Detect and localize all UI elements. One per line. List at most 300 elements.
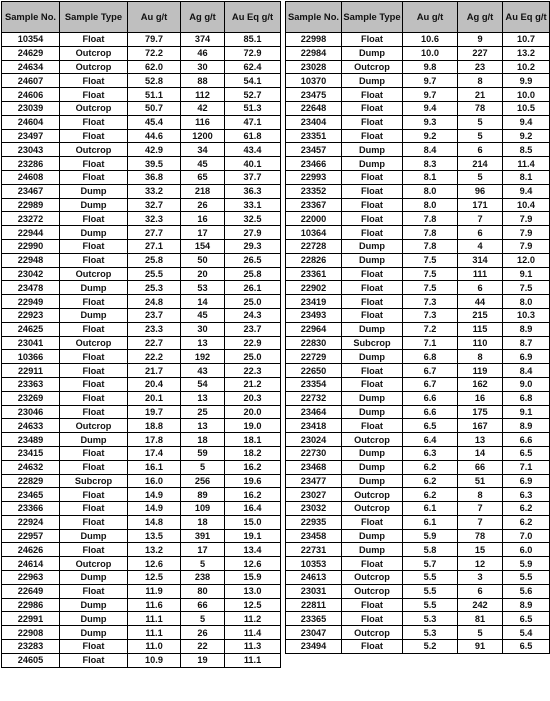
au-eq-cell: 8.9 (503, 419, 550, 433)
au-eq-cell: 6.5 (503, 446, 550, 460)
au-cell: 16.0 (128, 474, 181, 488)
au-cell: 6.3 (403, 446, 458, 460)
sample-type-cell: Dump (342, 157, 403, 171)
au-cell: 18.8 (128, 419, 181, 433)
sample-no-cell: 22732 (286, 391, 342, 405)
ag-cell: 9 (458, 33, 503, 47)
au-cell: 6.4 (403, 433, 458, 447)
table-row (2, 391, 281, 405)
sample-type-cell: Float (342, 101, 403, 115)
au-eq-cell: 10.7 (503, 33, 550, 47)
ag-cell: 7 (458, 502, 503, 516)
table-row (2, 198, 281, 212)
sample-type-cell: Dump (342, 253, 403, 267)
sample-no-cell: 24625 (2, 322, 60, 336)
ag-cell: 20 (181, 267, 225, 281)
ag-cell: 44 (458, 295, 503, 309)
sample-no-cell: 22000 (286, 212, 342, 226)
assay-table-left (1, 1, 281, 668)
table-row (286, 502, 550, 516)
sample-no-cell: 24614 (2, 557, 60, 571)
ag-cell: 26 (181, 198, 225, 212)
au-cell: 14.9 (128, 488, 181, 502)
sample-no-cell: 23419 (286, 295, 342, 309)
au-eq-cell: 9.4 (503, 115, 550, 129)
au-eq-cell: 18.2 (225, 446, 281, 460)
sample-no-cell: 22923 (2, 308, 60, 322)
au-cell: 9.7 (403, 88, 458, 102)
au-cell: 79.7 (128, 33, 181, 47)
table-row (286, 377, 550, 391)
au-eq-cell: 9.4 (503, 184, 550, 198)
table-row (286, 184, 550, 198)
sample-type-cell: Dump (342, 239, 403, 253)
au-cell: 39.5 (128, 157, 181, 171)
sample-type-cell: Outcrop (342, 60, 403, 74)
sample-no-cell: 10366 (2, 350, 60, 364)
table-row (286, 391, 550, 405)
table-row (286, 405, 550, 419)
ag-cell: 45 (181, 308, 225, 322)
sample-no-cell: 23466 (286, 157, 342, 171)
au-eq-cell: 8.4 (503, 364, 550, 378)
ag-cell: 16 (458, 391, 503, 405)
au-cell: 6.2 (403, 488, 458, 502)
header-sample-no: Sample No. (286, 2, 342, 33)
sample-no-cell: 24607 (2, 74, 60, 88)
au-eq-cell: 29.3 (225, 239, 281, 253)
table-row (286, 33, 550, 47)
table-row (2, 33, 281, 47)
ag-cell: 214 (458, 157, 503, 171)
ag-cell: 5 (458, 626, 503, 640)
table-row (2, 474, 281, 488)
sample-type-cell: Float (342, 88, 403, 102)
sample-no-cell: 24634 (2, 60, 60, 74)
au-eq-cell: 19.0 (225, 419, 281, 433)
au-cell: 11.1 (128, 612, 181, 626)
ag-cell: 391 (181, 529, 225, 543)
sample-type-cell: Dump (60, 626, 128, 640)
au-cell: 12.6 (128, 557, 181, 571)
au-eq-cell: 9.2 (503, 129, 550, 143)
table-row (2, 433, 281, 447)
au-eq-cell: 23.7 (225, 322, 281, 336)
sample-type-cell: Float (60, 391, 128, 405)
ag-cell: 30 (181, 322, 225, 336)
ag-cell: 8 (458, 350, 503, 364)
table-row (286, 336, 550, 350)
ag-cell: 30 (181, 60, 225, 74)
table-row (286, 598, 550, 612)
sample-no-cell: 23457 (286, 143, 342, 157)
table-row (2, 239, 281, 253)
table-row (2, 488, 281, 502)
ag-cell: 19 (181, 653, 225, 667)
sample-no-cell: 22650 (286, 364, 342, 378)
au-cell: 12.5 (128, 571, 181, 585)
sample-no-cell: 23418 (286, 419, 342, 433)
au-eq-cell: 20.0 (225, 405, 281, 419)
au-cell: 25.5 (128, 267, 181, 281)
sample-no-cell: 23497 (2, 129, 60, 143)
table-row (2, 543, 281, 557)
au-cell: 8.0 (403, 184, 458, 198)
au-cell: 14.9 (128, 502, 181, 516)
au-eq-cell: 6.6 (503, 433, 550, 447)
sample-no-cell: 22984 (286, 46, 342, 60)
au-cell: 62.0 (128, 60, 181, 74)
sample-type-cell: Float (342, 212, 403, 226)
au-eq-cell: 22.3 (225, 364, 281, 378)
au-eq-cell: 9.1 (503, 267, 550, 281)
sample-type-cell: Float (342, 226, 403, 240)
ag-cell: 115 (458, 322, 503, 336)
table-row (286, 239, 550, 253)
au-eq-cell: 10.0 (503, 88, 550, 102)
au-eq-cell: 33.1 (225, 198, 281, 212)
au-eq-cell: 27.9 (225, 226, 281, 240)
sample-no-cell: 22986 (2, 598, 60, 612)
au-cell: 6.6 (403, 391, 458, 405)
ag-cell: 111 (458, 267, 503, 281)
au-cell: 5.5 (403, 584, 458, 598)
ag-cell: 25 (181, 405, 225, 419)
au-cell: 17.8 (128, 433, 181, 447)
ag-cell: 17 (181, 543, 225, 557)
table-row (286, 170, 550, 184)
au-eq-cell: 6.0 (503, 543, 550, 557)
sample-no-cell: 23464 (286, 405, 342, 419)
sample-type-cell: Dump (342, 543, 403, 557)
au-cell: 11.9 (128, 584, 181, 598)
table-row (2, 446, 281, 460)
ag-cell: 4 (458, 239, 503, 253)
au-cell: 6.1 (403, 515, 458, 529)
au-cell: 8.3 (403, 157, 458, 171)
sample-no-cell: 22649 (2, 584, 60, 598)
sample-type-cell: Float (342, 364, 403, 378)
sample-type-cell: Float (60, 446, 128, 460)
au-eq-cell: 43.4 (225, 143, 281, 157)
sample-type-cell: Dump (60, 529, 128, 543)
sample-type-cell: Float (342, 184, 403, 198)
sample-type-cell: Outcrop (342, 502, 403, 516)
table-row (286, 460, 550, 474)
au-cell: 5.2 (403, 640, 458, 654)
au-cell: 45.4 (128, 115, 181, 129)
header-sample-type: Sample Type (342, 2, 403, 33)
sample-type-cell: Float (60, 239, 128, 253)
sample-type-cell: Outcrop (60, 336, 128, 350)
sample-type-cell: Dump (342, 529, 403, 543)
au-cell: 32.3 (128, 212, 181, 226)
sample-no-cell: 22924 (2, 515, 60, 529)
ag-cell: 23 (458, 60, 503, 74)
au-cell: 19.7 (128, 405, 181, 419)
au-cell: 50.7 (128, 101, 181, 115)
ag-cell: 1200 (181, 129, 225, 143)
table-row (286, 529, 550, 543)
ag-cell: 227 (458, 46, 503, 60)
table-row (286, 433, 550, 447)
table-row (2, 267, 281, 281)
table-row (2, 336, 281, 350)
au-eq-cell: 25.0 (225, 295, 281, 309)
ag-cell: 78 (458, 101, 503, 115)
au-cell: 10.6 (403, 33, 458, 47)
sample-no-cell: 23366 (2, 502, 60, 516)
table-row (2, 529, 281, 543)
au-cell: 9.3 (403, 115, 458, 129)
au-eq-cell: 13.0 (225, 584, 281, 598)
table-row (2, 253, 281, 267)
sample-no-cell: 23024 (286, 433, 342, 447)
sample-type-cell: Float (60, 377, 128, 391)
sample-no-cell: 22648 (286, 101, 342, 115)
au-eq-cell: 5.9 (503, 557, 550, 571)
sample-type-cell: Dump (60, 308, 128, 322)
au-eq-cell: 7.5 (503, 281, 550, 295)
au-eq-cell: 6.5 (503, 640, 550, 654)
sample-type-cell: Float (60, 295, 128, 309)
au-eq-cell: 15.0 (225, 515, 281, 529)
sample-type-cell: Float (342, 170, 403, 184)
au-cell: 7.8 (403, 212, 458, 226)
au-eq-cell: 7.9 (503, 212, 550, 226)
au-eq-cell: 15.9 (225, 571, 281, 585)
sample-no-cell: 23468 (286, 460, 342, 474)
table-row (2, 515, 281, 529)
ag-cell: 13 (181, 336, 225, 350)
table-row (286, 74, 550, 88)
au-eq-cell: 26.1 (225, 281, 281, 295)
sample-type-cell: Dump (60, 433, 128, 447)
sample-no-cell: 22944 (2, 226, 60, 240)
ag-cell: 54 (181, 377, 225, 391)
sample-no-cell: 23465 (2, 488, 60, 502)
au-cell: 23.7 (128, 308, 181, 322)
sample-no-cell: 22729 (286, 350, 342, 364)
sample-type-cell: Outcrop (342, 626, 403, 640)
au-cell: 6.1 (403, 502, 458, 516)
ag-cell: 5 (181, 612, 225, 626)
sample-no-cell: 23047 (286, 626, 342, 640)
sample-type-cell: Outcrop (60, 557, 128, 571)
ag-cell: 6 (458, 143, 503, 157)
ag-cell: 34 (181, 143, 225, 157)
ag-cell: 218 (181, 184, 225, 198)
table-row (286, 350, 550, 364)
sample-type-cell: Outcrop (60, 46, 128, 60)
ag-cell: 116 (181, 115, 225, 129)
au-eq-cell: 12.6 (225, 557, 281, 571)
au-eq-cell: 6.9 (503, 474, 550, 488)
ag-cell: 80 (181, 584, 225, 598)
ag-cell: 154 (181, 239, 225, 253)
au-cell: 7.2 (403, 322, 458, 336)
table-row (2, 212, 281, 226)
sample-no-cell: 22990 (2, 239, 60, 253)
au-cell: 6.5 (403, 419, 458, 433)
au-eq-cell: 24.3 (225, 308, 281, 322)
au-eq-cell: 20.3 (225, 391, 281, 405)
sample-no-cell: 23477 (286, 474, 342, 488)
ag-cell: 78 (458, 529, 503, 543)
sample-type-cell: Dump (342, 46, 403, 60)
ag-cell: 59 (181, 446, 225, 460)
au-cell: 23.3 (128, 322, 181, 336)
au-cell: 5.7 (403, 557, 458, 571)
header-sample-type: Sample Type (60, 2, 128, 33)
ag-cell: 66 (458, 460, 503, 474)
ag-cell: 91 (458, 640, 503, 654)
ag-cell: 5 (458, 115, 503, 129)
sample-no-cell: 22826 (286, 253, 342, 267)
sample-no-cell: 23363 (2, 377, 60, 391)
sample-type-cell: Float (60, 584, 128, 598)
au-eq-cell: 11.1 (225, 653, 281, 667)
sample-no-cell: 22829 (2, 474, 60, 488)
sample-type-cell: Float (60, 115, 128, 129)
header-au: Au g/t (128, 2, 181, 33)
sample-type-cell: Outcrop (342, 584, 403, 598)
sample-type-cell: Dump (60, 598, 128, 612)
au-cell: 8.0 (403, 198, 458, 212)
au-cell: 24.8 (128, 295, 181, 309)
sample-type-cell: Float (342, 419, 403, 433)
ag-cell: 81 (458, 612, 503, 626)
sample-type-cell: Subcrop (342, 336, 403, 350)
table-row (2, 626, 281, 640)
sample-type-cell: Dump (342, 405, 403, 419)
sample-no-cell: 22993 (286, 170, 342, 184)
table-row (286, 281, 550, 295)
sample-no-cell: 23478 (2, 281, 60, 295)
sample-type-cell: Float (60, 405, 128, 419)
sample-type-cell: Float (60, 543, 128, 557)
table-row (286, 60, 550, 74)
au-eq-cell: 9.1 (503, 405, 550, 419)
header-sample-no: Sample No. (2, 2, 60, 33)
au-cell: 9.4 (403, 101, 458, 115)
sample-no-cell: 23272 (2, 212, 60, 226)
ag-cell: 242 (458, 598, 503, 612)
table-body-right (286, 33, 550, 654)
ag-cell: 314 (458, 253, 503, 267)
au-cell: 9.7 (403, 74, 458, 88)
header-au-eq: Au Eq g/t (225, 2, 281, 33)
table-row (2, 419, 281, 433)
sample-type-cell: Float (60, 515, 128, 529)
sample-type-cell: Dump (342, 474, 403, 488)
sample-no-cell: 22963 (2, 571, 60, 585)
au-eq-cell: 7.0 (503, 529, 550, 543)
sample-no-cell: 23269 (2, 391, 60, 405)
au-eq-cell: 8.9 (503, 598, 550, 612)
au-cell: 7.8 (403, 226, 458, 240)
au-eq-cell: 19.6 (225, 474, 281, 488)
sample-no-cell: 24605 (2, 653, 60, 667)
au-eq-cell: 7.9 (503, 226, 550, 240)
header-row (2, 2, 281, 33)
sample-no-cell: 24613 (286, 571, 342, 585)
table-row (286, 640, 550, 654)
sample-no-cell: 24604 (2, 115, 60, 129)
ag-cell: 15 (458, 543, 503, 557)
ag-cell: 5 (181, 460, 225, 474)
sample-no-cell: 23042 (2, 267, 60, 281)
sample-type-cell: Float (342, 640, 403, 654)
au-eq-cell: 25.0 (225, 350, 281, 364)
sample-type-cell: Float (60, 502, 128, 516)
ag-cell: 162 (458, 377, 503, 391)
ag-cell: 256 (181, 474, 225, 488)
sample-type-cell: Outcrop (60, 60, 128, 74)
au-eq-cell: 6.9 (503, 350, 550, 364)
au-cell: 72.2 (128, 46, 181, 60)
sample-no-cell: 23458 (286, 529, 342, 543)
au-cell: 6.7 (403, 364, 458, 378)
sample-no-cell: 23043 (2, 143, 60, 157)
header-row (286, 2, 550, 33)
sample-no-cell: 23367 (286, 198, 342, 212)
table-row (2, 115, 281, 129)
au-eq-cell: 12.5 (225, 598, 281, 612)
au-cell: 11.6 (128, 598, 181, 612)
au-eq-cell: 22.9 (225, 336, 281, 350)
sample-type-cell: Float (342, 281, 403, 295)
table-row (2, 143, 281, 157)
ag-cell: 119 (458, 364, 503, 378)
sample-type-cell: Float (342, 295, 403, 309)
sample-no-cell: 23039 (2, 101, 60, 115)
ag-cell: 88 (181, 74, 225, 88)
table-row (286, 226, 550, 240)
table-row (286, 474, 550, 488)
sample-type-cell: Float (342, 612, 403, 626)
sample-no-cell: 22830 (286, 336, 342, 350)
table-row (2, 571, 281, 585)
au-eq-cell: 8.1 (503, 170, 550, 184)
sample-type-cell: Dump (60, 198, 128, 212)
au-eq-cell: 37.7 (225, 170, 281, 184)
header-ag: Ag g/t (458, 2, 503, 33)
assay-results-sheet (0, 1, 550, 701)
sample-type-cell: Float (342, 33, 403, 47)
table-row (2, 308, 281, 322)
au-cell: 33.2 (128, 184, 181, 198)
table-row (2, 612, 281, 626)
table-row (286, 295, 550, 309)
sample-no-cell: 22908 (2, 626, 60, 640)
au-eq-cell: 5.6 (503, 584, 550, 598)
sample-no-cell: 22911 (2, 364, 60, 378)
au-cell: 25.8 (128, 253, 181, 267)
au-eq-cell: 19.1 (225, 529, 281, 543)
sample-type-cell: Float (60, 88, 128, 102)
table-row (2, 350, 281, 364)
sample-no-cell: 24629 (2, 46, 60, 60)
au-cell: 22.2 (128, 350, 181, 364)
table-row (286, 267, 550, 281)
table-row (286, 612, 550, 626)
ag-cell: 18 (181, 515, 225, 529)
sample-no-cell: 23475 (286, 88, 342, 102)
au-eq-cell: 6.5 (503, 612, 550, 626)
au-eq-cell: 11.3 (225, 640, 281, 654)
table-row (2, 364, 281, 378)
